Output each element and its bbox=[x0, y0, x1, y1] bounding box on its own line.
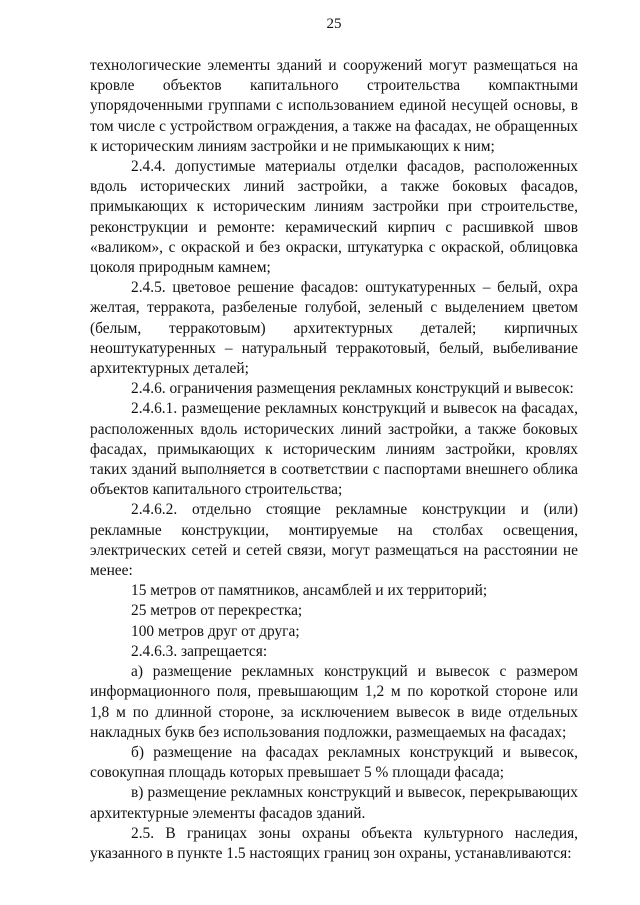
paragraph: 2.4.6.1. размещение рекламных конструкций и вывесок на фасадах, расположенных вдоль исторических линий застройки, а также боковых фасадах, примыкающих к историческим линиям застройки, кровлях таких зданий выполняется в соответствии с паспортами внешнего облика объектов капитального строительства; bbox=[90, 400, 578, 499]
paragraph: а) размещение рекламных конструкций и вывесок с размером информационного поля, превышающим 1,2 м по короткой стороне или 1,8 м по длинной стороне, за исключением вывесок в виде отдельных накладных букв без использования подложки, размещаемых на фасадах; bbox=[90, 663, 578, 741]
paragraph: б) размещение на фасадах рекламных конструкций и вывесок, совокупная площадь которых превышает 5 % площади фасада; bbox=[90, 743, 578, 782]
paragraph: технологические элементы зданий и сооружений могут размещаться на кровле объектов капитального строительства компактными упорядоченными группами с использованием единой несущей основы, в том числе с устройством ограждения, а также на фасадах, не обращенных к историческим линиям застройки и не примыкающих к ним; bbox=[90, 57, 578, 155]
paragraph: 2.4.4. допустимые материалы отделки фасадов, расположенных вдоль исторических линий застройки, а также боковых фасадов, примыкающих к историческим линиям застройки при строительстве, реконструкции и ремонте: керамический кирпич с расшивкой швов «валиком», с окраской и без окраски, штукатурка с окраской, облицовка цоколя природным камнем; bbox=[90, 158, 578, 277]
paragraph: 15 метров от памятников, ансамблей и их территорий; bbox=[131, 582, 488, 600]
page-number: 25 bbox=[326, 16, 342, 32]
paragraph: 2.4.6.2. отдельно стоящие рекламные конструкции и (или) рекламные конструкции, монтируемые на столбах освещения, электрических сетей и сетей связи, могут размещаться на расстоянии не менее: bbox=[90, 501, 578, 580]
paragraph: в) размещение рекламных конструкций и вывесок, перекрывающих архитектурные элементы фасадов зданий. bbox=[90, 784, 578, 822]
paragraph: 100 метров друг от друга; bbox=[131, 622, 300, 640]
paragraph: 2.4.5. цветовое решение фасадов: оштукатуренных – белый, охра желтая, терракота, разбеленые голубой, зеленый с выделением цветом (белым, терракотовым) архитектурных деталей; кирпичных неоштукатуренных – натуральный терракотовый, белый, выбеливание архитектурных деталей; bbox=[90, 279, 578, 378]
paragraph: 2.5. В границах зоны охраны объекта культурного наследия, указанного в пункте 1.5 настоящих границ зон охраны, устанавливаются: bbox=[90, 824, 578, 862]
paragraph: 25 метров от перекрестка; bbox=[131, 602, 303, 620]
paragraph: 2.4.6.3. запрещается: bbox=[131, 642, 268, 660]
document-body bbox=[90, 56, 578, 864]
paragraph: 2.4.6. ограничения размещения рекламных конструкций и вывесок: bbox=[131, 380, 574, 398]
